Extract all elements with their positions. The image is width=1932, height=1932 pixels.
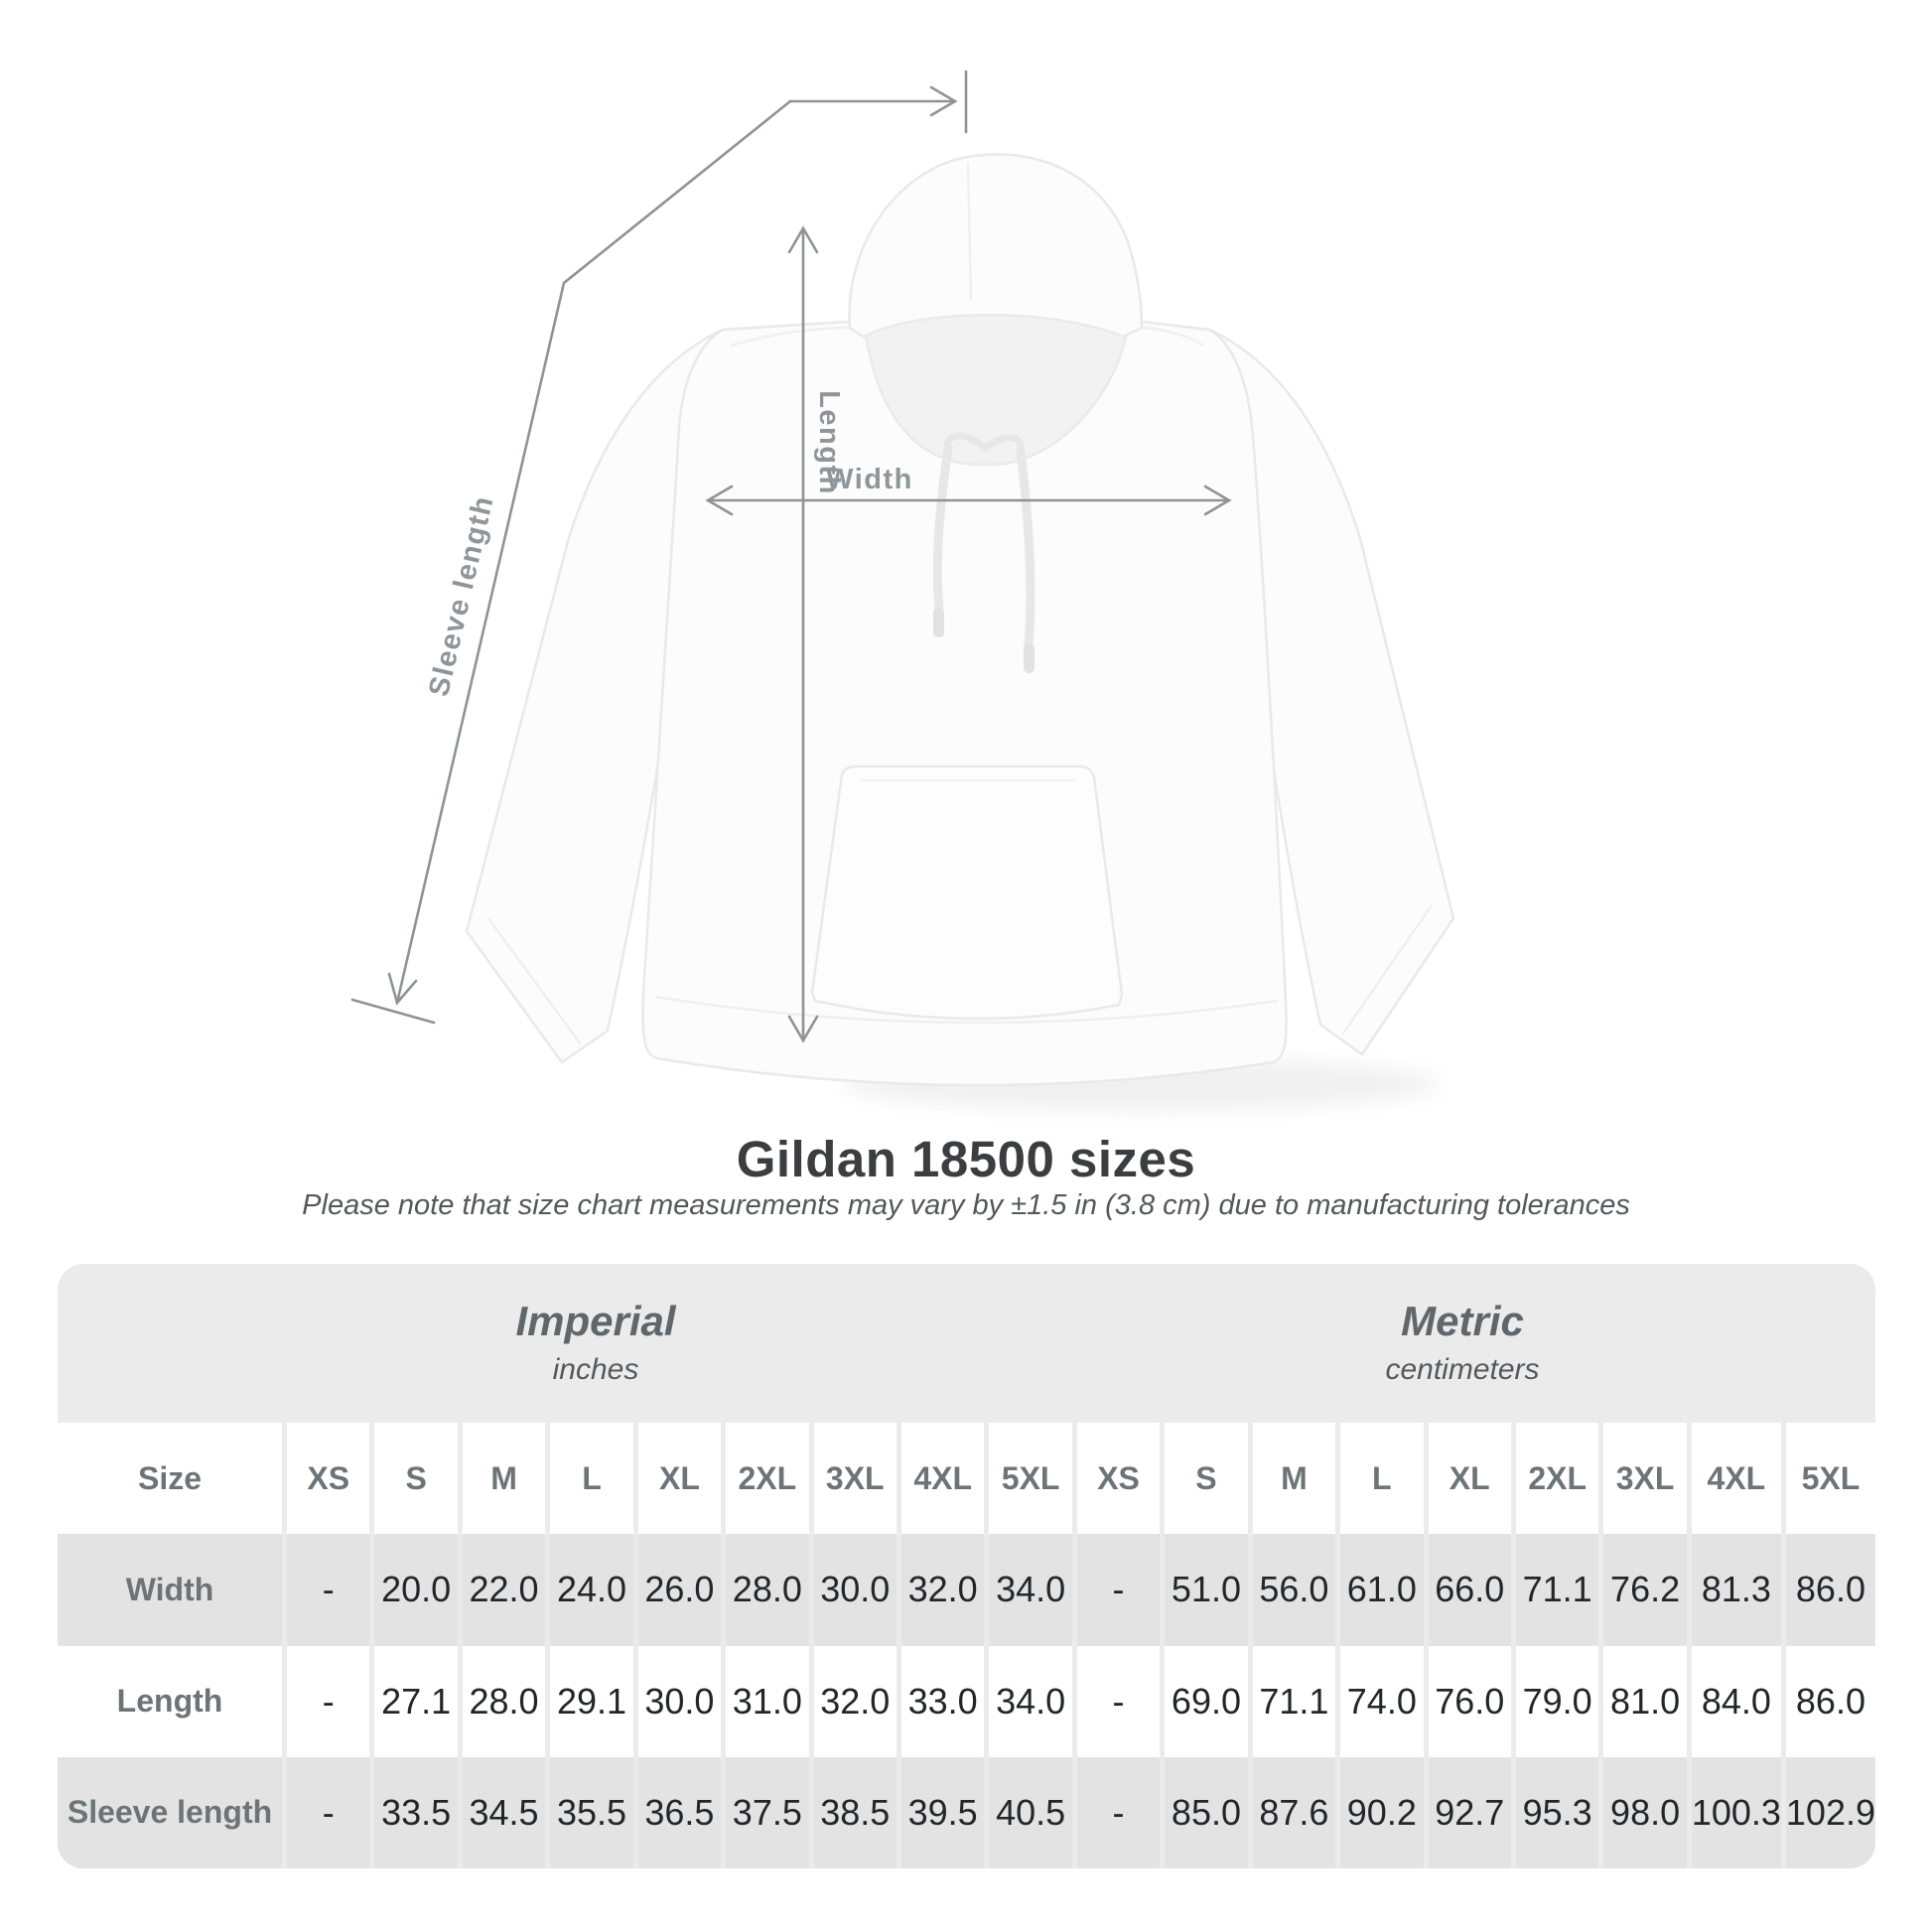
value-cell: 36.5: [638, 1757, 721, 1868]
width-label: Width: [826, 464, 913, 495]
value-cell: 27.1: [374, 1646, 457, 1757]
size-col-header: 4XL: [901, 1423, 984, 1534]
imperial-unit: inches: [552, 1353, 639, 1386]
value-cell: 29.1: [550, 1646, 632, 1757]
metric-unit-group: [1385, 1264, 1539, 1423]
length-label: Length: [813, 390, 845, 495]
value-cell: 33.0: [901, 1646, 984, 1757]
value-cell: 76.0: [1429, 1646, 1511, 1757]
size-col-header: XS: [287, 1423, 369, 1534]
value-cell: 61.0: [1340, 1534, 1423, 1645]
value-cell: 86.0: [1786, 1646, 1875, 1757]
size-chart: [58, 1264, 1875, 1868]
value-cell: 90.2: [1340, 1757, 1423, 1868]
value-cell: 56.0: [1253, 1534, 1335, 1645]
value-cell: -: [287, 1757, 369, 1868]
aglet-left: [933, 608, 944, 637]
value-cell: -: [1077, 1646, 1160, 1757]
value-cell: 85.0: [1165, 1757, 1247, 1868]
value-cell: 32.0: [901, 1534, 984, 1645]
value-cell: 81.0: [1603, 1646, 1686, 1757]
value-cell: 84.0: [1692, 1646, 1781, 1757]
measure-row-label: Length: [58, 1646, 282, 1757]
size-corner-header: Size: [58, 1423, 282, 1534]
size-col-header: M: [463, 1423, 545, 1534]
size-table: [58, 1423, 1875, 1868]
value-cell: -: [1077, 1534, 1160, 1645]
value-cell: 35.5: [550, 1757, 632, 1868]
size-col-header: 2XL: [1516, 1423, 1598, 1534]
value-cell: 28.0: [726, 1534, 808, 1645]
imperial-unit-group: [515, 1264, 675, 1423]
size-col-header: XL: [1429, 1423, 1511, 1534]
value-cell: 37.5: [726, 1757, 808, 1868]
value-cell: 102.9: [1786, 1757, 1875, 1868]
cuff-tick: [352, 1000, 434, 1023]
value-cell: 71.1: [1516, 1534, 1598, 1645]
value-cell: 69.0: [1165, 1646, 1247, 1757]
size-col-header: M: [1253, 1423, 1335, 1534]
size-col-header: S: [374, 1423, 457, 1534]
value-cell: 66.0: [1429, 1534, 1511, 1645]
value-cell: 81.3: [1692, 1534, 1781, 1645]
value-cell: 51.0: [1165, 1534, 1247, 1645]
value-cell: -: [287, 1534, 369, 1645]
size-col-header: 3XL: [814, 1423, 897, 1534]
size-col-header: 4XL: [1692, 1423, 1781, 1534]
size-col-header: L: [1340, 1423, 1423, 1534]
value-cell: 38.5: [814, 1757, 897, 1868]
imperial-label: Imperial: [515, 1298, 676, 1344]
value-cell: 31.0: [726, 1646, 808, 1757]
size-col-header: 5XL: [1786, 1423, 1875, 1534]
metric-unit: centimeters: [1385, 1353, 1540, 1386]
value-cell: 100.3: [1692, 1757, 1781, 1868]
page-subtitle: Please note that size chart measurements may vary by ±1.5 in (3.8 cm) due to manufacturing tolerances: [302, 1189, 1630, 1221]
value-cell: -: [1077, 1757, 1160, 1868]
value-cell: 92.7: [1429, 1757, 1511, 1868]
value-cell: 32.0: [814, 1646, 897, 1757]
value-cell: 24.0: [550, 1534, 632, 1645]
page-title: Gildan 18500 sizes: [736, 1131, 1196, 1187]
value-cell: 79.0: [1516, 1646, 1598, 1757]
kangaroo-pocket: [812, 766, 1122, 1019]
hoodie-illustration: [467, 155, 1453, 1085]
value-cell: 86.0: [1786, 1534, 1875, 1645]
sleeve-length-label: Sleeve length: [423, 492, 500, 700]
aglet-right: [1024, 643, 1035, 673]
value-cell: 33.5: [374, 1757, 457, 1868]
metric-label: Metric: [1401, 1298, 1524, 1344]
value-cell: 30.0: [814, 1534, 897, 1645]
size-col-header: S: [1165, 1423, 1247, 1534]
value-cell: 98.0: [1603, 1757, 1686, 1868]
value-cell: 34.0: [989, 1646, 1071, 1757]
value-cell: 40.5: [989, 1757, 1071, 1868]
value-cell: 71.1: [1253, 1646, 1335, 1757]
value-cell: 22.0: [463, 1534, 545, 1645]
value-cell: 95.3: [1516, 1757, 1598, 1868]
value-cell: 34.5: [463, 1757, 545, 1868]
value-cell: 76.2: [1603, 1534, 1686, 1645]
size-col-header: L: [550, 1423, 632, 1534]
value-cell: 26.0: [638, 1534, 721, 1645]
value-cell: 34.0: [989, 1534, 1071, 1645]
size-col-header: 3XL: [1603, 1423, 1686, 1534]
size-col-header: XL: [638, 1423, 721, 1534]
size-col-header: XS: [1077, 1423, 1160, 1534]
size-col-header: 2XL: [726, 1423, 808, 1534]
measure-row-label: Width: [58, 1534, 282, 1645]
value-cell: 74.0: [1340, 1646, 1423, 1757]
value-cell: -: [287, 1646, 369, 1757]
value-cell: 28.0: [463, 1646, 545, 1757]
value-cell: 20.0: [374, 1534, 457, 1645]
value-cell: 87.6: [1253, 1757, 1335, 1868]
measure-row-label: Sleeve length: [58, 1757, 282, 1868]
size-col-header: 5XL: [989, 1423, 1071, 1534]
value-cell: 39.5: [901, 1757, 984, 1868]
value-cell: 30.0: [638, 1646, 721, 1757]
